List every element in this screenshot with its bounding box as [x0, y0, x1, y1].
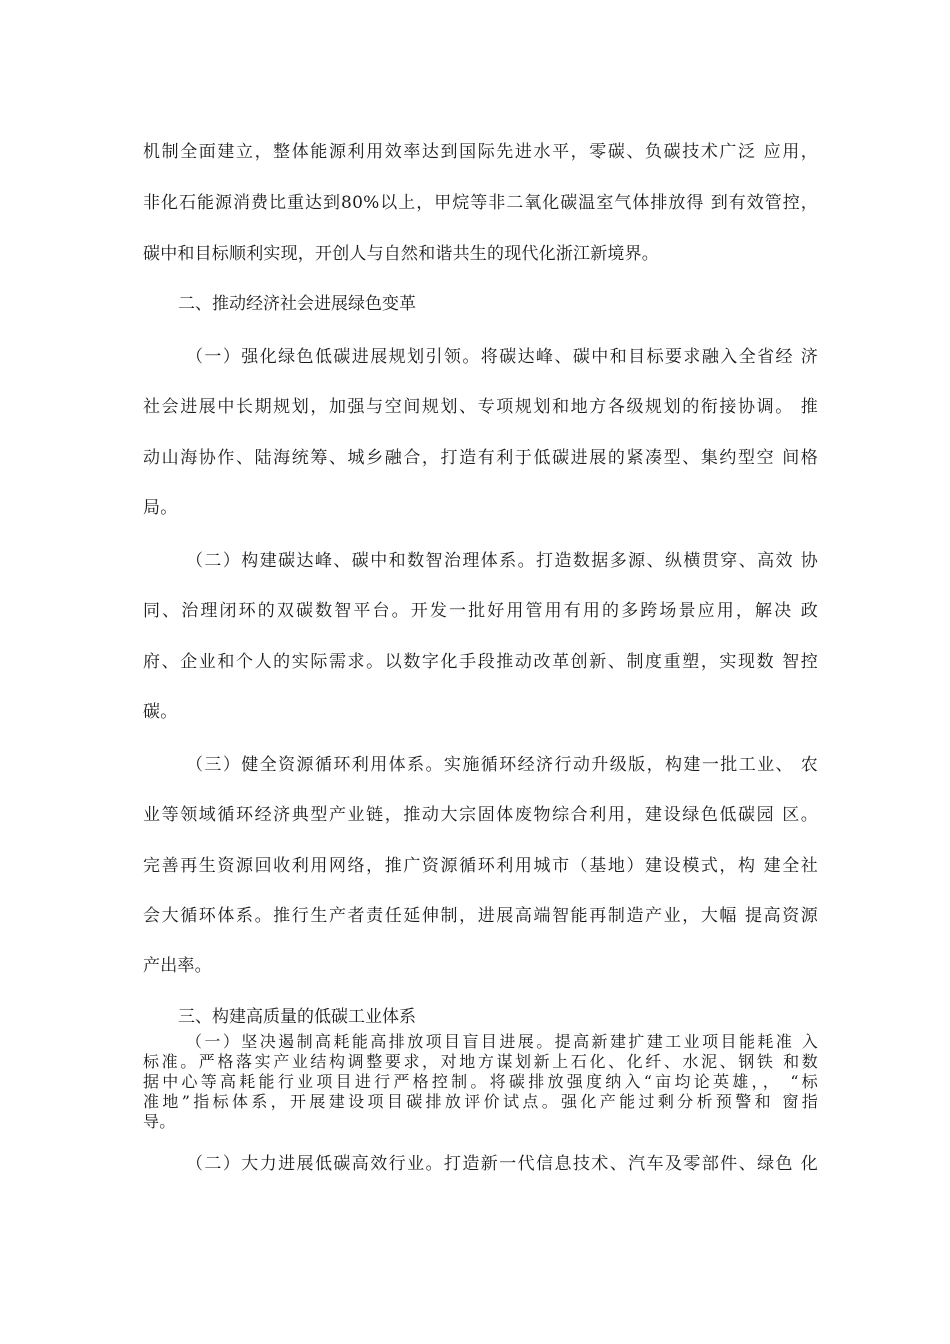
paragraph-2-line-3: 动山海协作、陆海统筹、城乡融合，打造有利于低碳进展的紧凑型、集约型空 间格: [143, 448, 818, 468]
paragraph-5-line-1: （一）坚决遏制高耗能高排放项目盲目进展。提高新建扩建工业项目能耗准 入: [186, 1032, 818, 1051]
paragraph-5-line-5: 导。: [143, 1112, 176, 1131]
paragraph-5-line-4: 准地”指标体系，开展建设项目碳排放评价试点。强化产能过剩分析预警和 窗指: [143, 1092, 818, 1111]
paragraph-5-line-3: 据中心等高耗能行业项目进行严格控制。将碳排放强度纳入“亩均论英雄，， “标: [143, 1072, 818, 1091]
paragraph-4-line-4: 会大循环体系。推行生产者责任延伸制，进展高端智能再制造产业，大幅 提高资源: [143, 906, 818, 926]
paragraph-4-line-3: 完善再生资源回收利用网络，推广资源循环利用城市（基地）建设模式，构 建全社: [143, 856, 818, 876]
paragraph-1-line-3: 碳中和目标顺利实现，开创人与自然和谐共生的现代化浙江新境界。: [143, 244, 659, 264]
paragraph-3-line-4: 碳。: [143, 702, 178, 722]
section-heading-3: 三、构建高质量的低碳工业体系: [178, 1007, 416, 1027]
paragraph-6-line-1: （二）大力进展低碳高效行业。打造新一代信息技术、汽车及零部件、绿色 化: [186, 1154, 818, 1174]
paragraph-3-line-1: （二）构建碳达峰、碳中和数智治理体系。打造数据多源、纵横贯穿、高效 协: [186, 551, 818, 571]
paragraph-4-line-5: 产出率。: [143, 956, 212, 976]
paragraph-3-line-3: 府、企业和个人的实际需求。以数字化手段推动改革创新、制度重塑，实现数 智控: [143, 652, 818, 672]
paragraph-1-line-2: 非化石能源消费比重达到80%以上，甲烷等非二氧化碳温室气体排放得 到有效管控，: [143, 193, 818, 213]
paragraph-5-line-2: 标准。严格落实产业结构调整要求，对地方谋划新上石化、化纤、水泥、钢铁 和数: [143, 1052, 818, 1071]
paragraph-4-line-2: 业等领域循环经济典型产业链，推动大宗固体废物综合利用，建设绿色低碳园 区。: [143, 805, 818, 825]
paragraph-2-line-2: 社会进展中长期规划，加强与空间规划、专项规划和地方各级规划的衔接协调。 推: [143, 397, 818, 417]
paragraph-3-line-2: 同、治理闭环的双碳数智平台。开发一批好用管用有用的多跨场景应用，解决 政: [143, 601, 818, 621]
paragraph-2-line-1: （一）强化绿色低碳进展规划引领。将碳达峰、碳中和目标要求融入全省经 济: [186, 347, 818, 367]
paragraph-4-line-1: （三）健全资源循环利用体系。实施循环经济行动升级版，构建一批工业、 农: [186, 755, 818, 775]
paragraph-2-line-4: 局。: [143, 498, 178, 518]
paragraph-1-line-1: 机制全面建立，整体能源利用效率达到国际先进水平，零碳、负碳技术广泛 应用，: [143, 142, 818, 162]
section-heading-2: 二、推动经济社会进展绿色变革: [178, 294, 416, 314]
